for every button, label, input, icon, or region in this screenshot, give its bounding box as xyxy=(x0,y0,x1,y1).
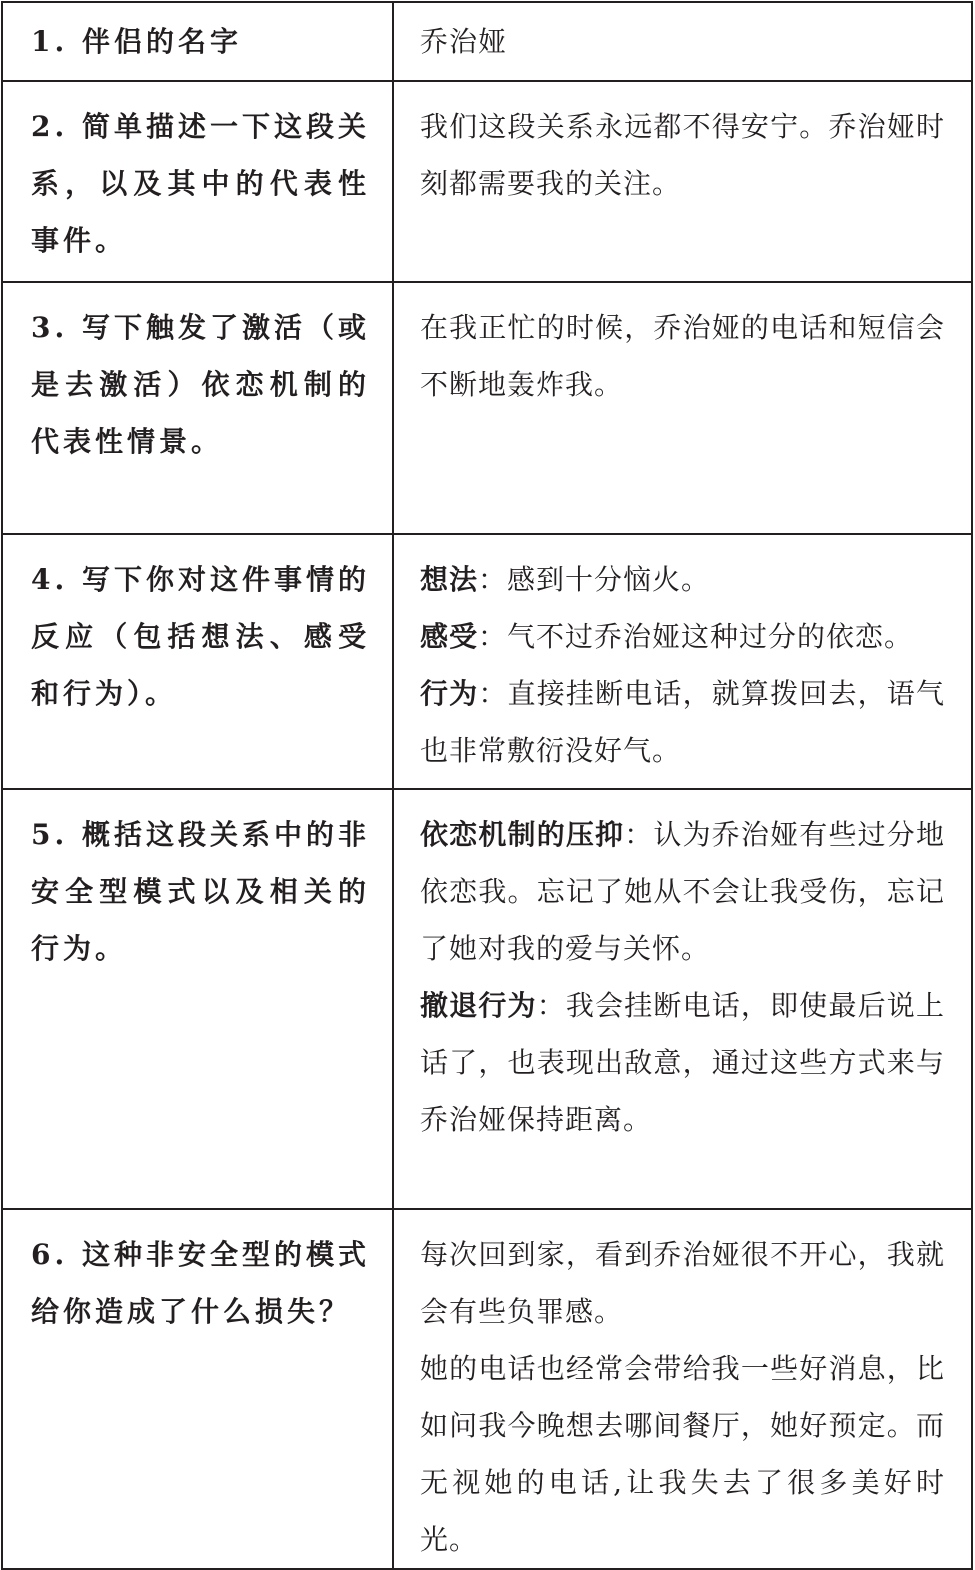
table-row xyxy=(2,81,972,282)
term-label: 想法 xyxy=(420,563,479,596)
question-text: 1. 伴侣的名字 xyxy=(31,25,242,58)
question-cell xyxy=(2,1209,393,1569)
answer-paragraph: 她的电话也经常会带给我一些好消息，比如问我今晚想去哪间餐厅，她好预定。而无视她的电话,让我失去了很多美好时光。 xyxy=(420,1352,945,1556)
question-cell xyxy=(2,81,393,282)
answer-text: 乔治娅 xyxy=(420,25,508,58)
term-separator: ： xyxy=(536,989,566,1022)
term-label: 感受 xyxy=(420,620,479,653)
answer-text: 认为乔治娅有些过分地依恋我。忘记了她从不会让我受伤，忘记了她对我的爱与关怀。 xyxy=(420,818,945,965)
answer-paragraph xyxy=(420,608,945,665)
answer-cell xyxy=(393,2,972,81)
answer-paragraph xyxy=(420,977,945,1148)
answer-text: 直接挂断电话，就算拨回去，语气也非常敷衍没好气。 xyxy=(420,677,945,767)
question-text: 5. 概括这段关系中的非安全型模式以及相关的行为。 xyxy=(31,818,370,965)
table-row xyxy=(2,1209,972,1569)
question-cell xyxy=(2,2,393,81)
answer-text: 我们这段关系永远都不得安宁。乔治娅时刻都需要我的关注。 xyxy=(420,110,945,200)
answer-text: 感到十分恼火。 xyxy=(507,563,711,596)
answer-cell xyxy=(393,282,972,534)
table-row xyxy=(2,789,972,1209)
answer-text: 我会挂断电话，即使最后说上话了，也表现出敌意，通过这些方式来与乔治娅保持距离。 xyxy=(420,989,945,1136)
table-row xyxy=(2,534,972,789)
table-row xyxy=(2,2,972,81)
question-text: 2. 简单描述一下这段关系，以及其中的代表性事件。 xyxy=(31,110,370,257)
answer-paragraph xyxy=(420,551,945,608)
answer-paragraph xyxy=(420,665,945,779)
term-separator: ： xyxy=(478,620,508,653)
question-text: 4. 写下你对这件事情的反应（包括想法、感受和行为）。 xyxy=(31,563,370,710)
term-label: 依恋机制的压抑 xyxy=(420,818,625,851)
answer-cell xyxy=(393,789,972,1209)
term-separator: ： xyxy=(624,818,654,851)
question-text: 3. 写下触发了激活（或是去激活）依恋机制的代表性情景。 xyxy=(31,311,370,458)
answer-cell xyxy=(393,1209,972,1569)
term-label: 行为 xyxy=(420,677,479,710)
answer-text: 在我正忙的时候，乔治娅的电话和短信会不断地轰炸我。 xyxy=(420,311,945,401)
question-cell xyxy=(2,534,393,789)
term-separator: ： xyxy=(478,677,508,710)
answer-text: 气不过乔治娅这种过分的依恋。 xyxy=(507,620,914,653)
answer-paragraph: 每次回到家，看到乔治娅很不开心，我就会有些负罪感。 xyxy=(420,1238,945,1328)
question-text: 6. 这种非安全型的模式给你造成了什么损失？ xyxy=(31,1238,370,1328)
answer-cell xyxy=(393,534,972,789)
worksheet-table xyxy=(1,1,973,1570)
table-row xyxy=(2,282,972,534)
question-cell xyxy=(2,282,393,534)
answer-cell xyxy=(393,81,972,282)
term-label: 撤退行为 xyxy=(420,989,537,1022)
question-cell xyxy=(2,789,393,1209)
term-separator: ： xyxy=(478,563,508,596)
answer-paragraph xyxy=(420,806,945,977)
